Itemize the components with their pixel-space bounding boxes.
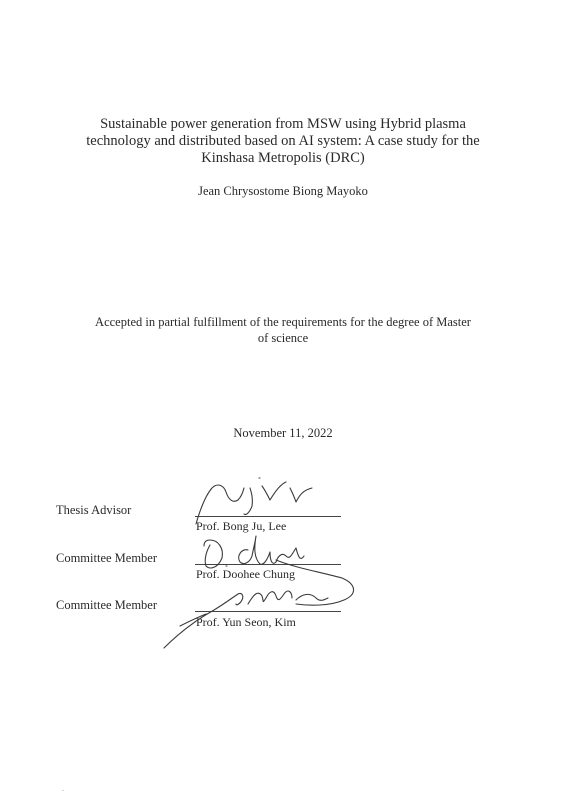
title-line: technology and distributed based on AI system: A case study for the — [86, 133, 480, 149]
committee-role-member-2: Committee Member — [56, 598, 158, 612]
scan-speck — [62, 790, 64, 791]
signature-line-member-1 — [195, 564, 341, 565]
title-line: Kinshasa Metropolis (DRC) — [201, 150, 365, 166]
thesis-title — [40, 116, 526, 167]
approval-date: November 11, 2022 — [233, 426, 333, 440]
signature-advisor — [196, 478, 312, 524]
committee-name-member-1: Prof. Doohee Chung — [196, 567, 295, 581]
committee-role-member-1: Committee Member — [56, 551, 158, 565]
acceptance-line: Accepted in partial fulfillment of the requirements for the degree of Master — [95, 315, 471, 329]
acceptance-line: of science — [257, 331, 309, 345]
author-name: Jean Chrysostome Biong Mayoko — [198, 184, 368, 198]
title-line: Sustainable power generation from MSW using Hybrid plasma — [100, 116, 466, 132]
signature-line-member-2 — [195, 611, 341, 612]
acceptance-statement — [40, 314, 526, 346]
committee-role-advisor: Thesis Advisor — [56, 503, 132, 517]
committee-name-advisor: Prof. Bong Ju, Lee — [196, 519, 287, 533]
committee-name-member-2: Prof. Yun Seon, Kim — [196, 615, 296, 629]
signature-line-advisor — [195, 516, 341, 517]
